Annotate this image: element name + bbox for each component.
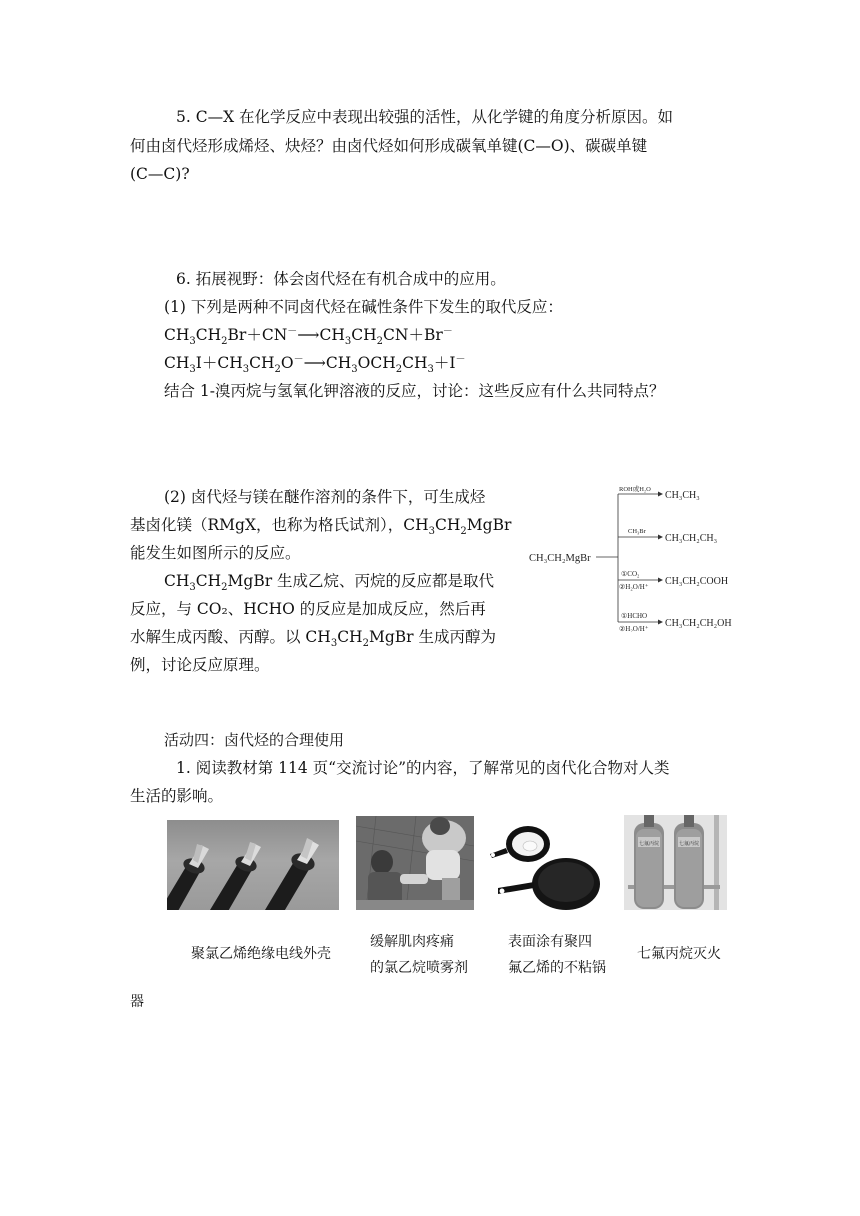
extinguisher-label-left: 七氟丙烷 [639,841,660,847]
activity4-heading: 活动四：卤代烃的合理使用 [164,731,345,749]
q5-line-1: 5. C—X 在化学反应中表现出较强的活性，从化学键的角度分析原因。如 [176,108,674,126]
part3-line-2: 反应，与 CO₂、HCHO 的反应是加成反应，然后再 [130,600,486,618]
extinguisher-label-right: 七氟丙烷 [679,841,700,847]
q5-line-3: (C—C)? [130,165,190,183]
caption-wrap-char: 器 [130,994,144,1010]
equation-2: $CH_3I+CH_3CH_2O^-⟶CH_3OCH_2CH_3+I^-$ [164,353,466,376]
branch-4-reagent-2: ②H₂O/H⁺ [619,625,649,632]
branch-1-product: CH₃CH₃ [665,490,700,501]
discussion-prompt: 结合 1-溴丙烷与氢氧化钾溶液的反应，讨论：这些反应有什么共同特点？ [164,382,665,400]
part2-line-1: (2) 卤代烃与镁在醚作溶剂的条件下，可生成烃 [164,488,486,506]
caption-pvc-cable: 聚氯乙烯绝缘电线外壳 [191,946,331,962]
q6-title: 6. 拓展视野：体会卤代烃在有机合成中的应用。 [176,270,506,288]
branch-1-reagent: ROH或H₂O [619,486,651,493]
branch-4-product: CH₃CH₂CH₂OH [665,618,732,629]
branch-4-reagent-1: ①HCHO [621,612,648,620]
branch-3-reagent-1: ①CO₂ [621,570,640,578]
nonstick-pan-photo [484,816,614,912]
activity4-line-1: 1. 阅读教材第 114 页“交流讨论”的内容，了解常见的卤代化合物对人类 [176,759,670,777]
caption-spray-line-1: 缓解肌肉疼痛 [370,934,454,950]
grignard-reaction-scheme [528,480,750,632]
pvc-cable-photo [167,820,339,910]
caption-pan-line-1: 表面涂有聚四 [508,934,592,950]
q6-part1: (1) 下列是两种不同卤代烃在碱性条件下发生的取代反应： [164,298,563,316]
branch-3-reagent-2: ②H₂O/H⁺ [619,583,649,591]
part3-line-1: $CH_3CH_2MgBr$ 生成乙烷、丙烷的反应都是取代 [164,572,495,594]
chloroethane-spray-photo [356,816,474,910]
q5-line-2: 何由卤代烃形成烯烃、炔烃？由卤代烃如何形成碳氧单键(C—O)、碳碳单键 [130,137,648,155]
branch-2-product: CH₃CH₂CH₃ [665,533,718,544]
scheme-reactant: CH₃CH₂MgBr [529,553,591,564]
heptafluoropropane-extinguisher-photo [624,815,727,910]
part2-line-2: 基卤化镁（RMgX，也称为格氏试剂），$CH_3CH_2MgBr$ [130,516,512,538]
branch-2-reagent: CH₃Br [628,528,646,535]
caption-spray-line-2: 的氯乙烷喷雾剂 [370,960,468,976]
caption-extinguisher: 七氟丙烷灭火 [637,946,721,962]
caption-pan-line-2: 氟乙烯的不粘锅 [508,960,606,976]
part3-line-4: 例，讨论反应原理。 [130,656,270,674]
branch-3-product: CH₃CH₂COOH [665,576,729,587]
part3-line-3: 水解生成丙酸、丙醇。以 $CH_3CH_2MgBr$ 生成丙醇为 [130,628,496,650]
part2-line-3: 能发生如图所示的反应。 [130,544,301,562]
activity4-line-2: 生活的影响。 [130,787,224,805]
equation-1: $CH_3CH_2Br+CN^-⟶CH_3CH_2CN+Br^-$ [164,325,453,348]
